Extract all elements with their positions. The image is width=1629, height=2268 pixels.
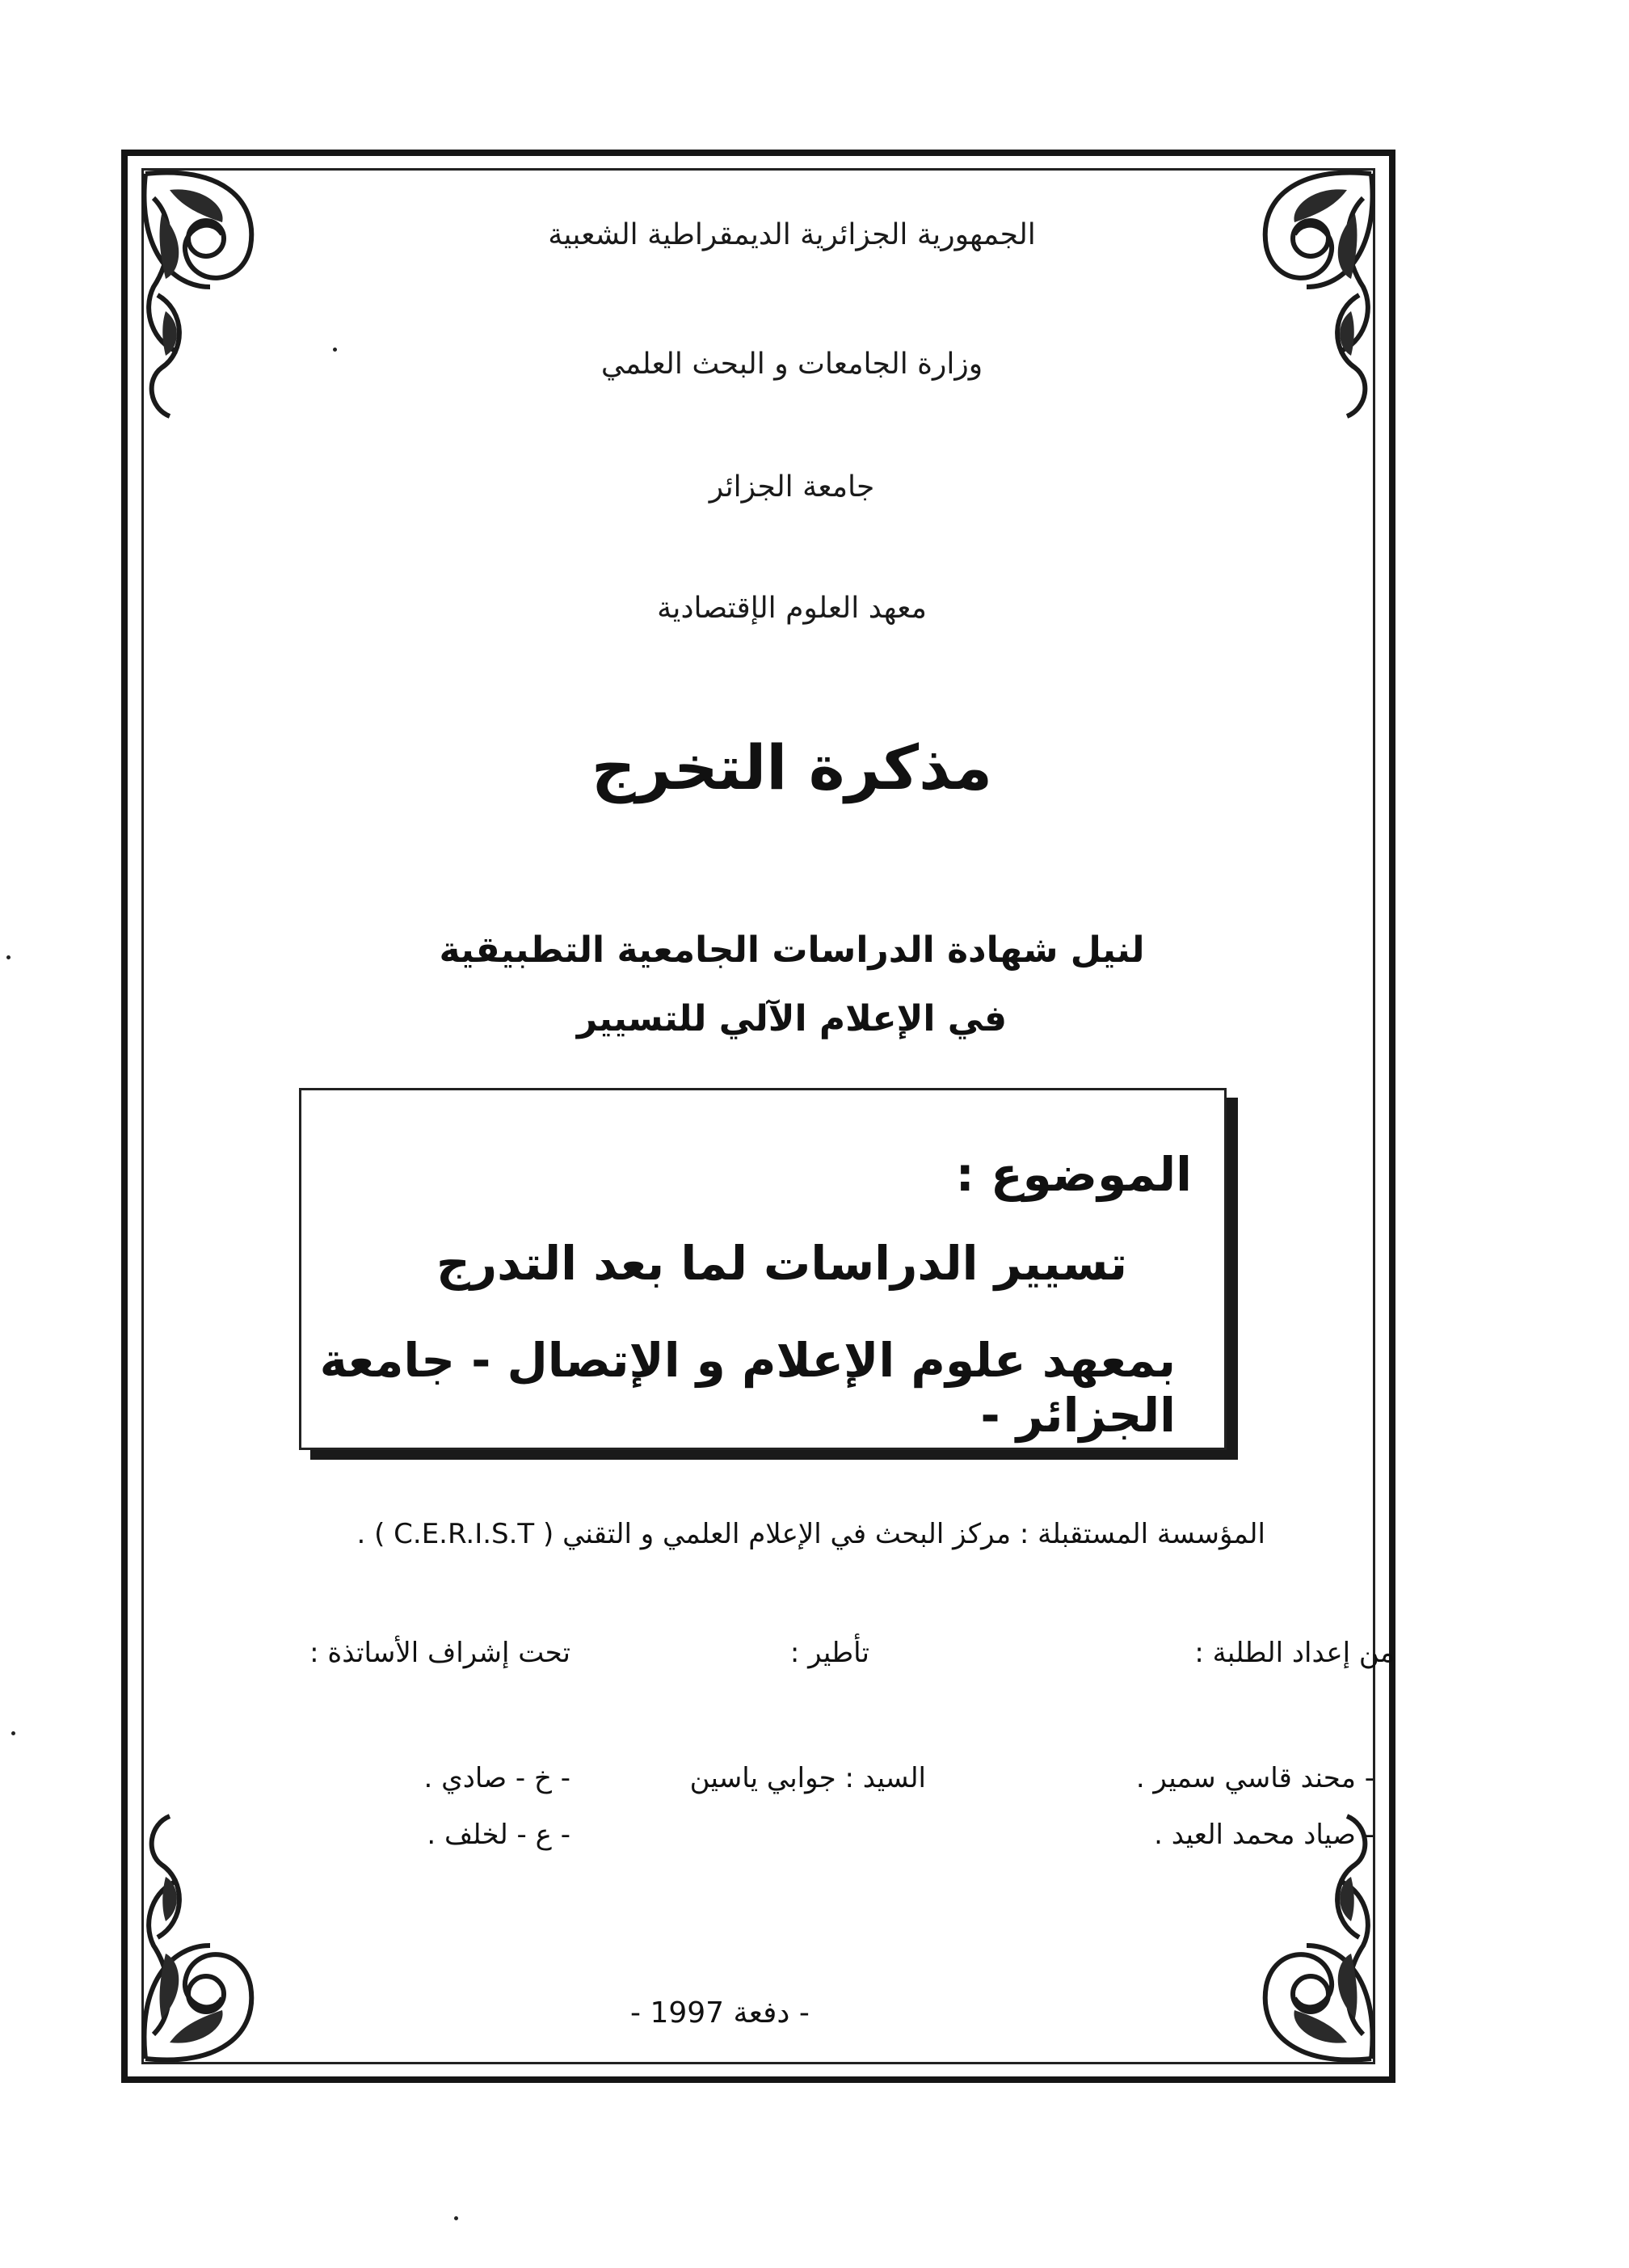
student-name: - صياد محمد العيد . xyxy=(1154,1819,1374,1851)
corner-ornament-bottom-left xyxy=(121,1792,307,2083)
corner-ornament-top-right xyxy=(1210,150,1395,441)
class-year-footer: - دفعة 1997 - xyxy=(630,1996,810,2030)
republic-heading: الجمهورية الجزائرية الديمقراطية الشعبية xyxy=(548,218,1036,251)
subject-line-2: بمعهد علوم الإعلام و الإتصال - جامعة الجزائر - xyxy=(319,1333,1176,1443)
degree-line-2: في الإعلام الآلي للتسيير xyxy=(576,998,1008,1039)
degree-line-1: لنيل شهادة الدراسات الجامعية التطبيقية xyxy=(439,930,1145,971)
students-label: من إعداد الطلبة : xyxy=(1194,1637,1395,1669)
student-name: - محند قاسي سمير . xyxy=(1135,1762,1374,1794)
corner-ornament-top-left xyxy=(121,150,307,441)
supervisor-name: - ع - لخلف . xyxy=(427,1819,570,1851)
institute-heading: معهد العلوم الإقتصادية xyxy=(657,592,927,625)
supervisors-label: تحت إشراف الأساتذة : xyxy=(309,1637,570,1669)
university-heading: جامعة الجزائر xyxy=(709,470,875,504)
document-title: مذكرة التخرج xyxy=(591,731,993,803)
subject-label: الموضوع : xyxy=(955,1147,1192,1202)
framing-name: السيد : جوابي ياسين xyxy=(689,1762,926,1794)
scan-speck xyxy=(11,1731,15,1735)
ministry-heading: وزارة الجامعات و البحث العلمي xyxy=(600,348,983,381)
framing-label: تأطير : xyxy=(789,1637,869,1669)
scan-speck xyxy=(333,348,337,352)
scan-speck xyxy=(6,955,11,959)
supervisor-name: - خ - صادي . xyxy=(423,1762,570,1794)
host-institution: المؤسسة المستقبلة : مركز البحث في الإعلام العلمي و التقني ( C.E.R.I.S.T ) . xyxy=(356,1518,1265,1550)
subject-line-1: تسيير الدراسات لما بعد التدرج xyxy=(436,1236,1127,1291)
subject-box xyxy=(299,1088,1227,1450)
scan-speck xyxy=(454,2216,458,2220)
